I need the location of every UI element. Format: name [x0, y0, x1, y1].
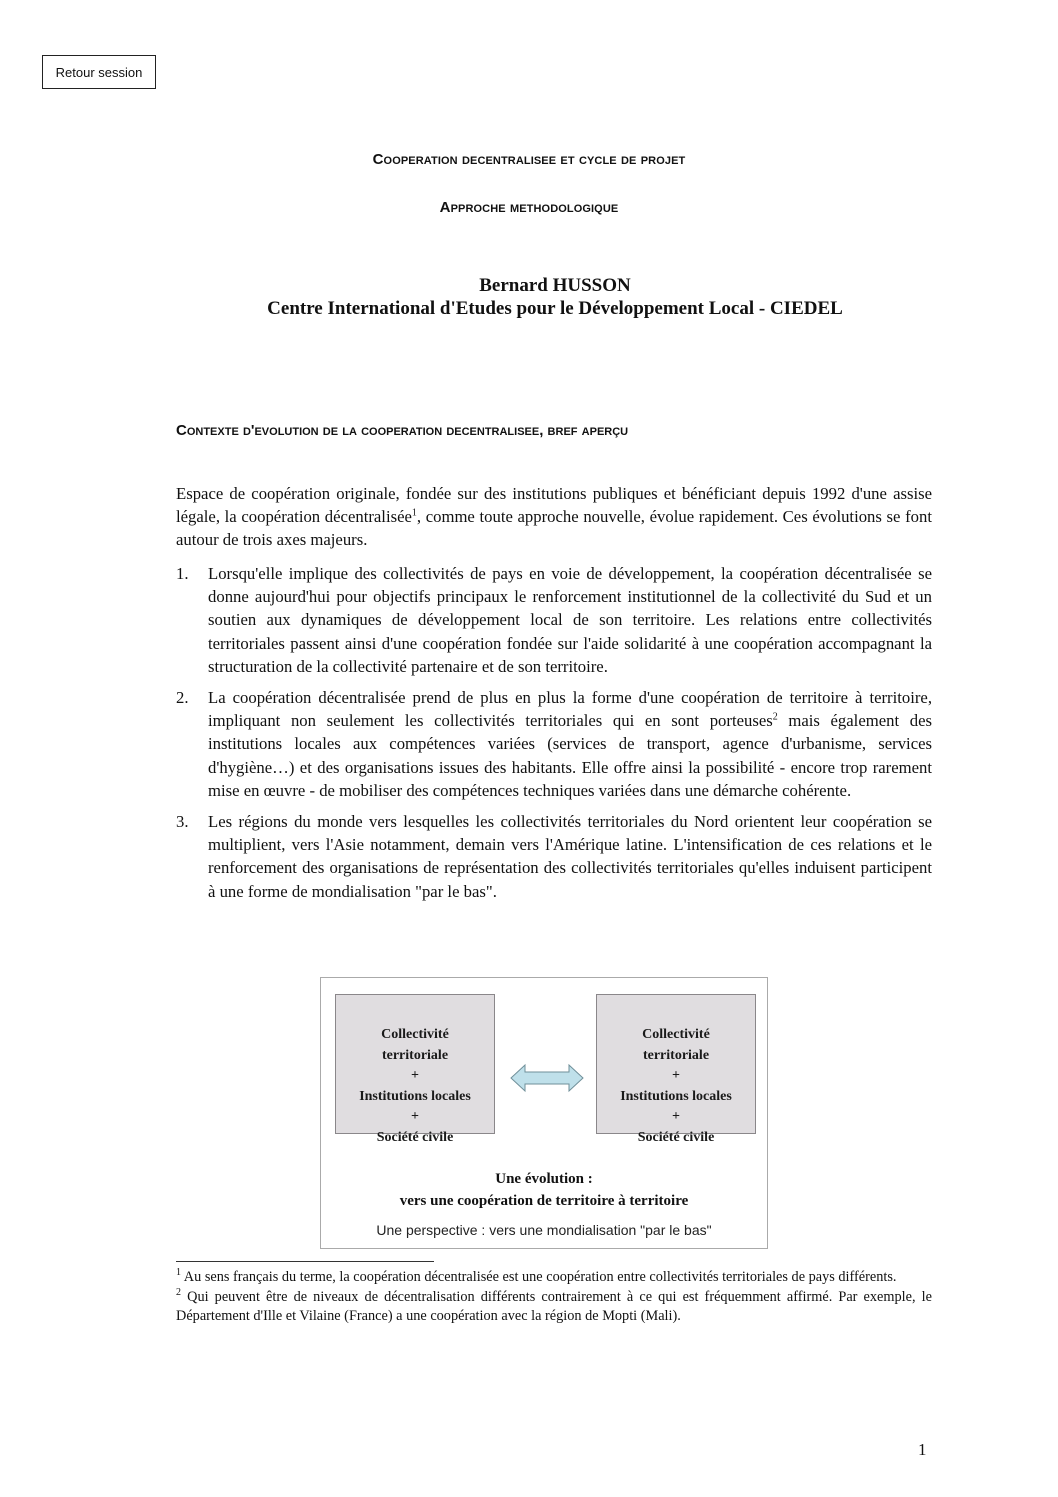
footnote-1	[176, 1268, 932, 1288]
box-line: Société civile	[376, 1129, 454, 1145]
diagram-box-right	[596, 994, 756, 1145]
footnote-divider	[176, 1261, 434, 1262]
list-item-text-end: mais également des institutions locales aux compétences variées (services de transport, agence d'urbanisme, services d'hygiène…) et des organisations issues des habitants. Elle offre ainsi la possibilité - encore trop rarement mise en œuvre - de mobiliser des compétences techniques variées dans une démarche cohérente.	[208, 711, 932, 800]
box-line: +	[672, 1068, 680, 1083]
intro-text-start: Espace de coopération originale, fondée sur des institutions publiques et bénéficiant depuis 1992 d'une assise légale, la coopération décentralisée	[176, 484, 932, 527]
footnote-ref-1[interactable]: 1	[411, 507, 417, 519]
diagram-box-left	[335, 994, 495, 1145]
box-line: Institutions locales	[620, 1088, 732, 1104]
section-heading: Contexte d'evolution de la cooperation decentralisee, bref aperçu	[176, 422, 629, 439]
box-line: Collectivité	[642, 1027, 710, 1042]
author-affiliation: Centre International d'Etudes pour le Développement Local - CIEDEL	[267, 298, 843, 319]
caption-line: vers une coopération de territoire à territoire	[399, 1193, 689, 1209]
list-item-number: 3.	[176, 812, 189, 832]
intro-text-end: , comme toute approche nouvelle, évolue rapidement. Ces évolutions se font autour de trois axes majeurs.	[176, 507, 932, 550]
footnote-marker: 2	[176, 1286, 181, 1298]
page-number: 1	[918, 1440, 927, 1459]
document-title: Cooperation decentralisee et cycle de projet	[372, 151, 686, 168]
list-item-text: Les régions du monde vers lesquelles les collectivités territoriales du Nord orientent leur coopération se multiplient, vers l'Asie notamment, demain vers l'Amérique latine. L'intensification de ces relations et le renforcement des organisations de représentation des collectivités territoriales qu'elles induisent participent à une forme de mondialisation "par le bas".	[208, 812, 932, 901]
box-line: Collectivité	[381, 1027, 449, 1042]
box-line: Société civile	[637, 1129, 715, 1145]
cooperation-diagram	[320, 977, 768, 1249]
list-item-text: Lorsqu'elle implique des collectivités de pays en voie de développement, la coopération décentralisée se donne aujourd'hui pour objectifs principaux le renforcement institutionnel de la collectivité du Sud et un soutien aux dynamiques de développement local de son territoire. Les relations entre collectivités territoriales passent ainsi d'une coopération fondée sur l'aide solidarité à une coopération accompagnant la structuration de la collectivité partenaire et de son territoire.	[208, 564, 932, 676]
list-item	[176, 562, 932, 678]
footnote-ref-2[interactable]: 2	[772, 711, 778, 723]
list-item	[176, 686, 932, 802]
author-name: Bernard HUSSON	[479, 275, 631, 296]
list-item-number: 1.	[176, 564, 189, 583]
intro-paragraph	[176, 482, 932, 552]
back-to-session-button[interactable]: Retour session	[42, 55, 156, 89]
double-arrow-icon	[509, 1063, 585, 1093]
footnotes	[176, 1268, 932, 1327]
diagram-perspective: Une perspective : vers une mondialisation "par le bas"	[376, 1222, 712, 1238]
box-line: +	[411, 1068, 419, 1083]
footnote-text: Au sens français du terme, la coopération décentralisée est une coopération entre collectivités territoriales de pays différents.	[181, 1269, 897, 1285]
footnote-text: Qui peuvent être de niveaux de décentralisation différents contrairement à ce qui est fréquemment affirmé. Par exemple, le Département d'Ille et Vilaine (France) a une coopération avec la région de Mopti (Mali).	[176, 1288, 932, 1324]
box-line: territoriale	[642, 1047, 710, 1063]
box-line: +	[411, 1109, 419, 1124]
list-item-text-start: La coopération décentralisée prend de plus en plus la forme d'une coopération de territoire à territoire, impliquant non seulement les collectivités territoriales qui en sont porteuses	[208, 688, 932, 731]
caption-line: Une évolution :	[495, 1171, 593, 1187]
footnote-marker: 1	[176, 1267, 181, 1279]
list-item-number: 2.	[176, 688, 189, 708]
document-subtitle: Approche methodologique	[439, 199, 619, 216]
box-line: +	[672, 1109, 680, 1124]
box-line: territoriale	[381, 1047, 449, 1063]
evolution-list	[176, 562, 932, 911]
box-line: Institutions locales	[359, 1088, 471, 1104]
footnote-2	[176, 1288, 932, 1327]
diagram-caption	[321, 1168, 767, 1212]
list-item	[176, 810, 932, 903]
